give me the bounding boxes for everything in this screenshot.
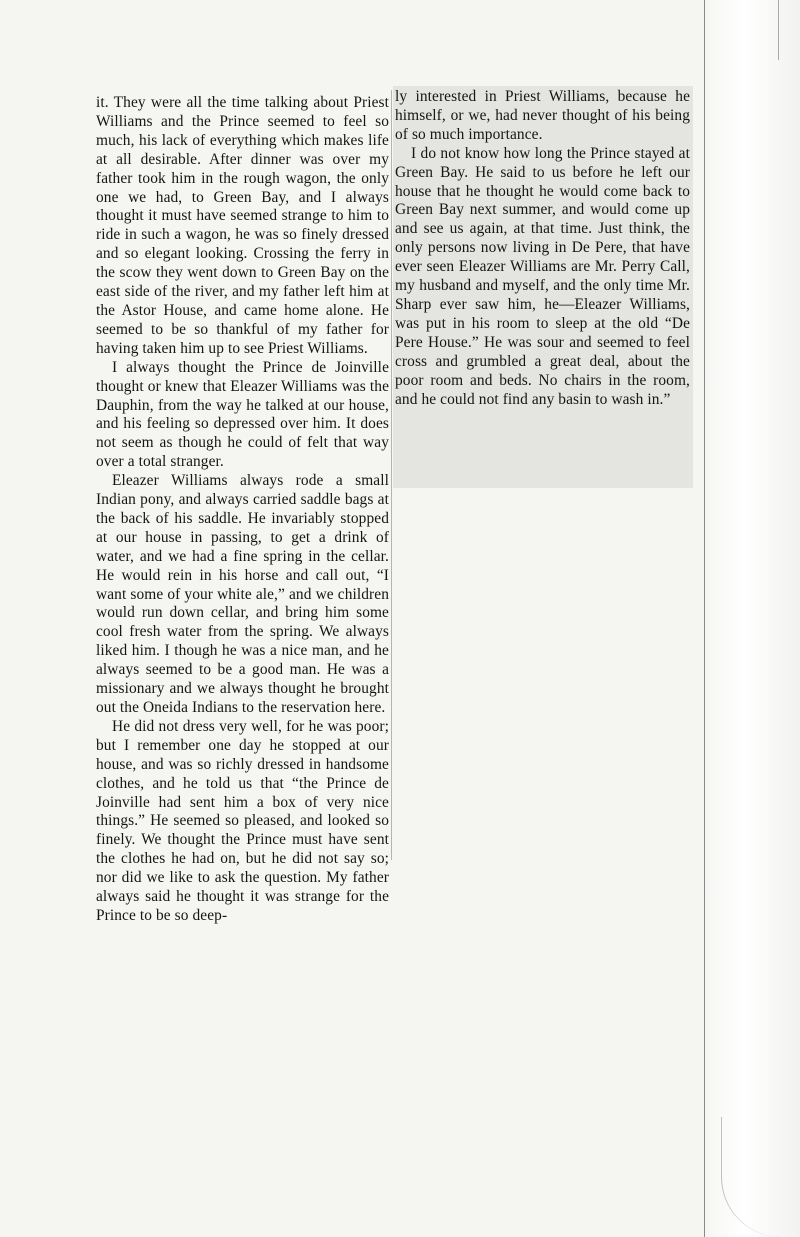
left-column (96, 94, 389, 926)
right-margin (705, 0, 800, 1237)
paragraph-6: I do not know how long the Prince stayed at Green Bay. He said to us before he left our house that he thought he would come back to Green Bay next summer, and would come up and see us again, at that time. Just think, the only persons now living in De Pere, that have ever seen Eleazer Williams are Mr. Perry Call, my husband and myself, and the only time Mr. Sharp ever saw him, he—Eleazer Williams, was put in his room to sleep at the old “De Pere House.” He was sour and seemed to feel cross and grumbled a great deal, about the poor room and beds. No chairs in the room, and he could not find any basin to wash in.” (395, 144, 690, 408)
paragraph-2: I always thought the Prince de Joinville thought or knew that Eleazer Williams was the Dauphin, from the way he talked at our house, and his feeling so depressed over him. It does not seem as though he could of felt that way over a total stranger. (96, 358, 389, 471)
paragraph-1: it. They were all the time talking about Priest Williams and the Prince seemed to feel so much, his lack of everything which makes life at all desirable. After dinner was over my father took him in the rough wagon, the only one we had, to Green Bay, and I always thought it must have seemed strange to him to ride in such a wagon, he was so finely dressed and so elegant looking. Crossing the ferry in the scow they went down to Green Bay on the east side of the river, and my father left him at the Astor House, and came home alone. He seemed to be so thankful of my father for having taken him up to see Priest Williams. (96, 94, 389, 357)
sheet-edge (778, 0, 779, 60)
right-column (395, 88, 690, 409)
clipping-edge (704, 0, 705, 1237)
paragraph-5: ly interested in Priest Williams, because he himself, or we, had never thought of his being of so much importance. (395, 88, 690, 143)
column-rule (391, 90, 392, 860)
paragraph-4: He did not dress very well, for he was poor; but I remember one day he stopped at our house, and was so richly dressed in handsome clothes, and he told us that “the Prince de Joinville had sent him a box of very nice things.” He seemed so pleased, and looked so finely. We thought the Prince must have sent the clothes he had on, but he did not say so; nor did we like to ask the question. My father always said he thought it was strange for the Prince to be so deep- (96, 717, 389, 924)
paragraph-3: Eleazer Williams always rode a small Indian pony, and always carried saddle bags at the back of his saddle. He invariably stopped at our house in passing, to get a drink of water, and we had a fine spring in the cellar. He would rein in his horse and call out, “I want some of your white ale,” and we children would run down cellar, and bring him some cool fresh water from the spring. We always liked him. I though he was a nice man, and he always seemed to be a good man. He was a missionary and we always thought he brought out the Oneida Indians to the reservation here. (96, 472, 389, 716)
